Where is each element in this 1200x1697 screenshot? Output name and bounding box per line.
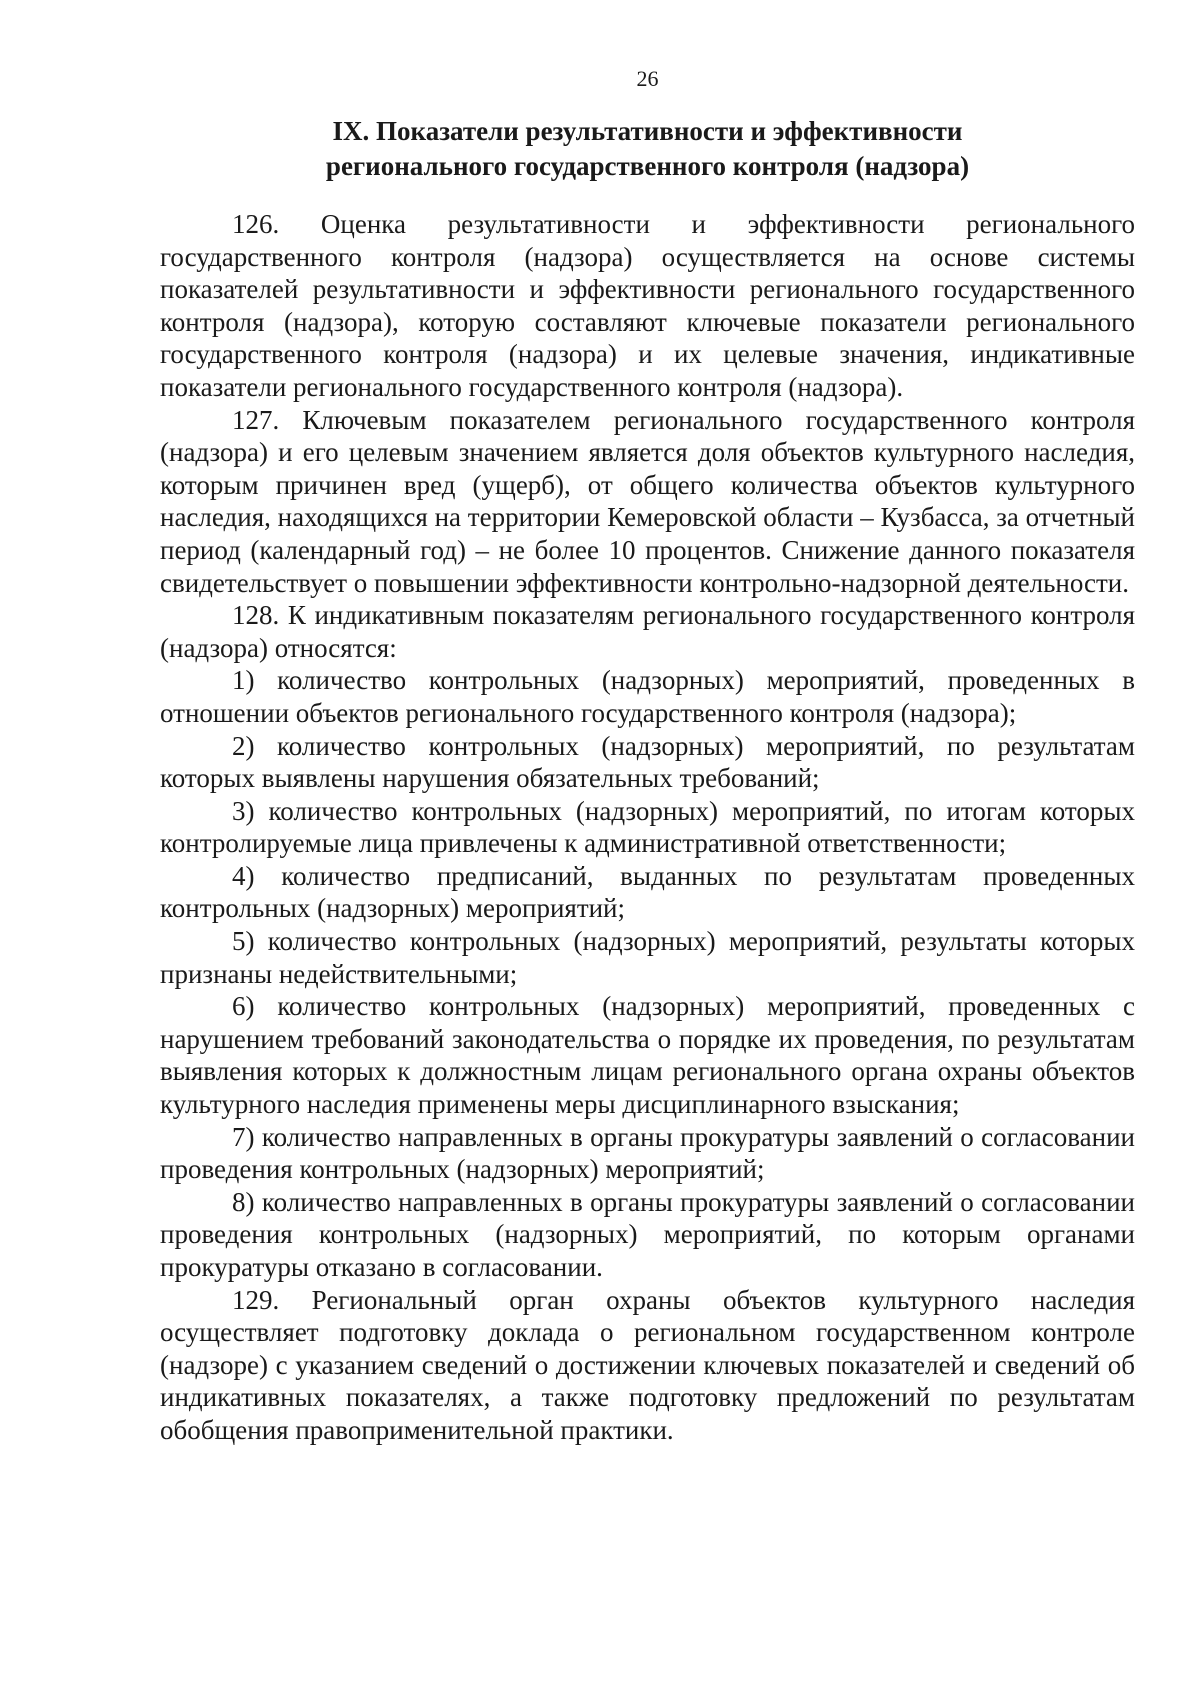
paragraph-126: 126. Оценка результативности и эффективности регионального государственного контроля (надзора) осуществляется на основе системы показателей результативности и эффективности регионального государственного контроля (надзора), которую составляют ключевые показатели регионального государственного контроля (надзора) и их целевые значения, индикативные показатели регионального государственного контроля (надзора). bbox=[160, 209, 1135, 402]
list-item-7: 7) количество направленных в органы прокуратуры заявлений о согласовании проведения контрольных (надзорных) мероприятий; bbox=[160, 1121, 1135, 1185]
list-item-3: 3) количество контрольных (надзорных) мероприятий, по итогам которых контролируемые лица привлечены к административной ответственности; bbox=[160, 795, 1135, 859]
paragraph-129: 129. Региональный орган охраны объектов культурного наследия осуществляет подготовку доклада о региональном государственном контроле (надзоре) с указанием сведений о достижении ключевых показателей и сведений об индикативных показателях, а также подготовку предложений по результатам обобщения правоприменительной практики. bbox=[160, 1284, 1135, 1445]
list-item-6: 6) количество контрольных (надзорных) мероприятий, проведенных с нарушением требований законодательства о порядке их проведения, по результатам выявления которых к должностным лицам регионального органа охраны объектов культурного наследия применены меры дисциплинарного взыскания; bbox=[160, 991, 1135, 1120]
paragraph-128: 128. К индикативным показателям регионального государственного контроля (надзора) относятся: bbox=[160, 600, 1135, 663]
paragraph-127: 127. Ключевым показателем регионального государственного контроля (надзора) и его целевым значением является доля объектов культурного наследия, которым причинен вред (ущерб), от общего количества объектов культурного наследия, находящихся на территории Кемеровской области – Кузбасса, за отчетный период (календарный год) – не более 10 процентов. Снижение данного показателя свидетельствует о повышении эффективности контрольно-надзорной деятельности. bbox=[160, 404, 1135, 598]
section-heading-line-1: IX. Показатели результативности и эффективности bbox=[332, 116, 963, 146]
list-item-2: 2) количество контрольных (надзорных) мероприятий, по результатам которых выявлены нарушения обязательных требований; bbox=[160, 730, 1135, 794]
list-item-1: 1) количество контрольных (надзорных) мероприятий, проведенных в отношении объектов регионального государственного контроля (надзора); bbox=[160, 665, 1135, 728]
page-number: 26 bbox=[636, 66, 659, 91]
list-item-4: 4) количество предписаний, выданных по результатам проведенных контрольных (надзорных) мероприятий; bbox=[160, 860, 1135, 924]
section-heading bbox=[160, 114, 1135, 184]
list-item-5: 5) количество контрольных (надзорных) мероприятий, результаты которых признаны недействительными; bbox=[160, 926, 1135, 989]
document-page bbox=[160, 66, 1135, 1447]
list-item-8: 8) количество направленных в органы прокуратуры заявлений о согласовании проведения контрольных (надзорных) мероприятий, по которым органами прокуратуры отказано в согласовании. bbox=[160, 1186, 1135, 1282]
section-heading-line-2: регионального государственного контроля (надзора) bbox=[325, 151, 970, 181]
